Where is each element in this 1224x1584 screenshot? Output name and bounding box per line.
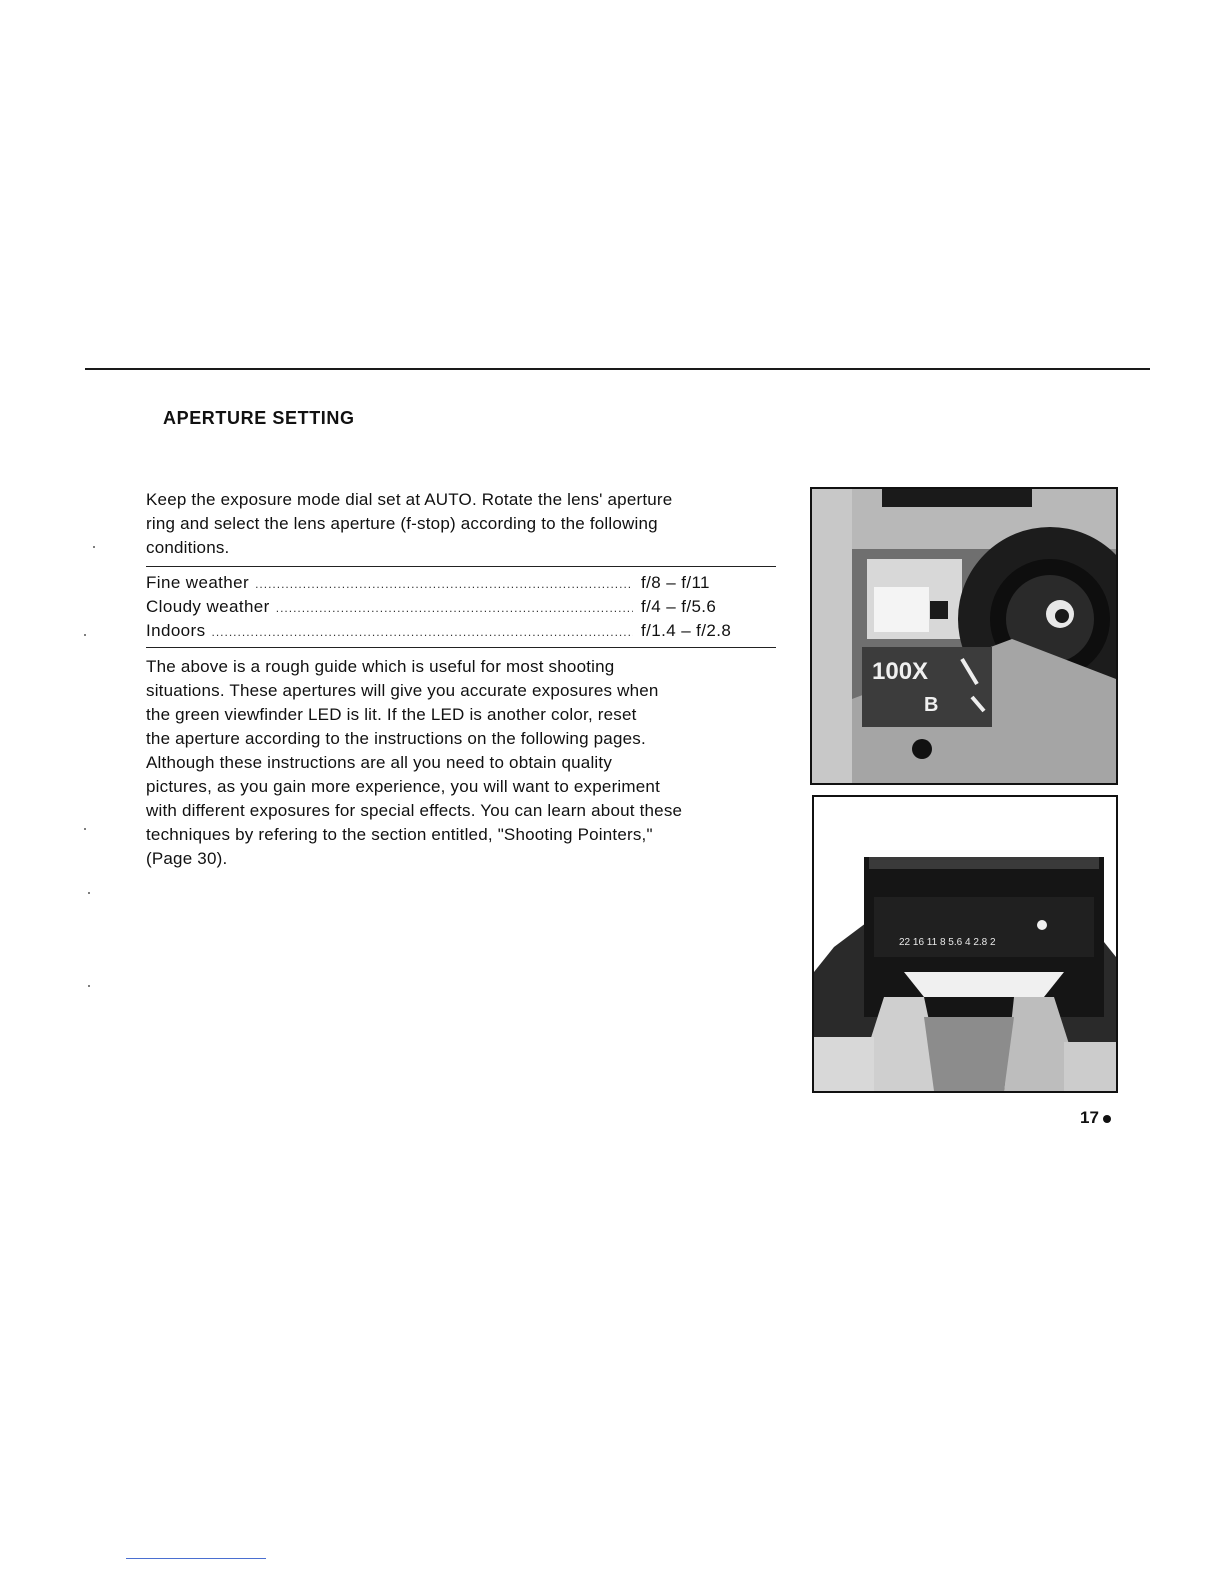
condition-value: f/1.4 – f/2.8 <box>641 621 732 640</box>
leader-dots <box>255 577 633 591</box>
bottom-rule <box>126 1558 266 1559</box>
guide-line: the green viewfinder LED is lit. If the LED is another color, reset <box>146 705 637 724</box>
condition-label: Cloudy weather <box>146 597 270 616</box>
leader-dots <box>212 625 633 639</box>
leader-dots <box>276 601 633 615</box>
dial-text-b: B <box>924 694 939 716</box>
condition-row-cloudy-weather <box>146 597 776 621</box>
top-rule <box>85 368 1150 370</box>
condition-label: Indoors <box>146 621 206 640</box>
exposure-dial-photo <box>810 487 1118 785</box>
condition-value: f/8 – f/11 <box>641 573 710 592</box>
guide-line: with different exposures for special effects. You can learn about these <box>146 801 683 820</box>
scan-speck <box>88 892 90 894</box>
guide-line: pictures, as you gain more experience, you will want to experiment <box>146 777 661 796</box>
intro-line: conditions. <box>146 538 230 557</box>
dial-text-100x: 100X <box>872 658 929 685</box>
condition-row-fine-weather <box>146 573 776 597</box>
intro-line: ring and select the lens aperture (f-stop) according to the following <box>146 514 658 533</box>
condition-value: f/4 – f/5.6 <box>641 597 717 616</box>
guide-line: techniques by refering to the section entitled, "Shooting Pointers," <box>146 825 653 844</box>
guide-line: the aperture according to the instructions on the following pages. <box>146 729 646 748</box>
page-number-text: 17 <box>1080 1108 1099 1127</box>
lens-aperture-ring-photo <box>812 795 1118 1093</box>
intro-line: Keep the exposure mode dial set at AUTO. Rotate the lens' aperture <box>146 490 673 509</box>
guide-line: situations. These apertures will give you accurate exposures when <box>146 681 659 700</box>
guide-line: Although these instructions are all you need to obtain quality <box>146 753 613 772</box>
guide-paragraph <box>146 655 796 871</box>
condition-row-indoors <box>146 621 776 645</box>
scan-speck <box>93 546 95 548</box>
page-number <box>1080 1108 1111 1128</box>
scan-speck <box>84 828 86 830</box>
scan-speck <box>88 985 90 987</box>
guide-line: (Page 30). <box>146 849 228 868</box>
condition-label: Fine weather <box>146 573 250 592</box>
intro-paragraph <box>146 488 786 560</box>
section-heading: APERTURE SETTING <box>163 408 355 428</box>
scan-speck <box>84 634 86 636</box>
aperture-conditions-table <box>146 566 776 648</box>
aperture-scale-text: 22 16 11 8 5.6 4 2.8 2 <box>899 937 996 948</box>
guide-line: The above is a rough guide which is useful for most shooting <box>146 657 615 676</box>
page-bullet-icon <box>1103 1115 1111 1123</box>
